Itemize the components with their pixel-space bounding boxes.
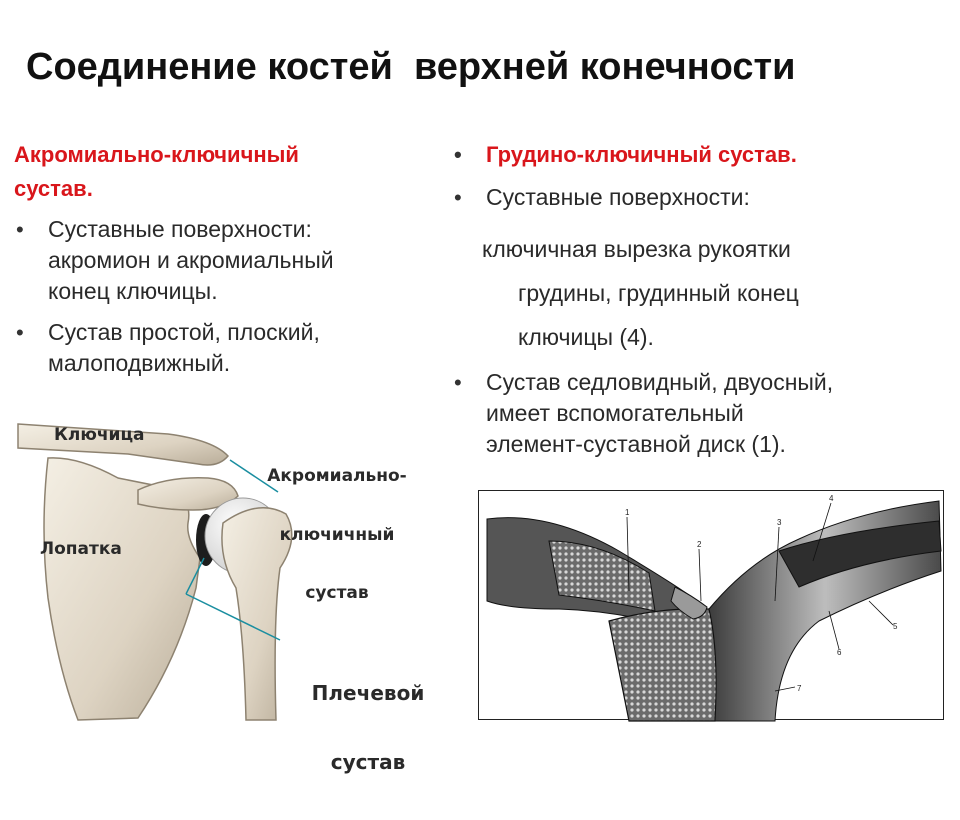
left-bullet1-line3: конец ключицы.	[48, 278, 218, 304]
right-line-a: ключичная вырезка рукоятки	[482, 236, 791, 262]
right-column	[452, 138, 952, 460]
callout-6: 6	[837, 648, 842, 657]
right-bullet2-line1: Сустав седловидный, двуосный,	[486, 369, 834, 395]
left-bullet2-line2: малоподвижный.	[48, 350, 231, 376]
right-bullet1-text: Суставные поверхности:	[486, 184, 750, 210]
left-heading-line1: Акромиально-ключичный	[14, 142, 299, 167]
left-column	[14, 138, 434, 379]
left-heading-line2: сустав.	[14, 176, 93, 201]
right-heading	[452, 138, 952, 172]
label-shoulder-line1: Плечевой	[311, 681, 425, 705]
bullet-icon: •	[454, 185, 462, 210]
label-ac-line1: Акромиально-	[267, 466, 407, 487]
label-clavicle: Ключица	[54, 425, 145, 445]
shoulder-illustration	[18, 418, 440, 774]
label-ac-line3: сустав	[305, 583, 369, 604]
left-heading	[14, 138, 434, 206]
label-shoulder-line2: сустав	[330, 750, 406, 774]
right-line-b: грудины, грудинный конец	[518, 280, 799, 306]
label-ac-line2: ключичный	[279, 524, 395, 545]
right-heading-text: Грудино-ключичный сустав.	[486, 142, 797, 167]
left-bullet-2	[14, 317, 434, 379]
left-bullet1-line1: Суставные поверхности:	[48, 216, 312, 242]
label-scapula: Лопатка	[40, 539, 122, 559]
left-bullet2-line1: Сустав простой, плоский,	[48, 319, 320, 345]
bullet-icon: •	[16, 320, 24, 345]
callout-4: 4	[829, 494, 834, 503]
bullet-icon: •	[454, 142, 462, 167]
right-surfaces	[452, 227, 952, 359]
callout-1: 1	[625, 508, 630, 517]
label-shoulder-joint	[288, 636, 448, 820]
left-bullet1-line2: акромион и акромиальный	[48, 247, 334, 273]
left-bullet-1	[14, 214, 434, 307]
callout-3: 3	[777, 518, 782, 527]
callout-2: 2	[697, 540, 702, 549]
callout-5: 5	[893, 622, 898, 631]
sternoclavicular-drawing	[479, 491, 945, 721]
sternoclavicular-illustration	[478, 490, 944, 720]
bullet-icon: •	[454, 370, 462, 395]
callout-7: 7	[797, 684, 802, 693]
right-bullet-2	[452, 367, 952, 460]
bullet-icon: •	[16, 217, 24, 242]
right-bullet-1	[452, 182, 952, 213]
label-acromioclavicular	[232, 428, 442, 643]
right-bullet2-line3: элемент-суставной диск (1).	[486, 431, 786, 457]
right-bullet2-line2: имеет вспомогательный	[486, 400, 744, 426]
right-line-c: ключицы (4).	[518, 324, 654, 350]
slide-title: Соединение костей верхней конечности	[26, 46, 796, 88]
